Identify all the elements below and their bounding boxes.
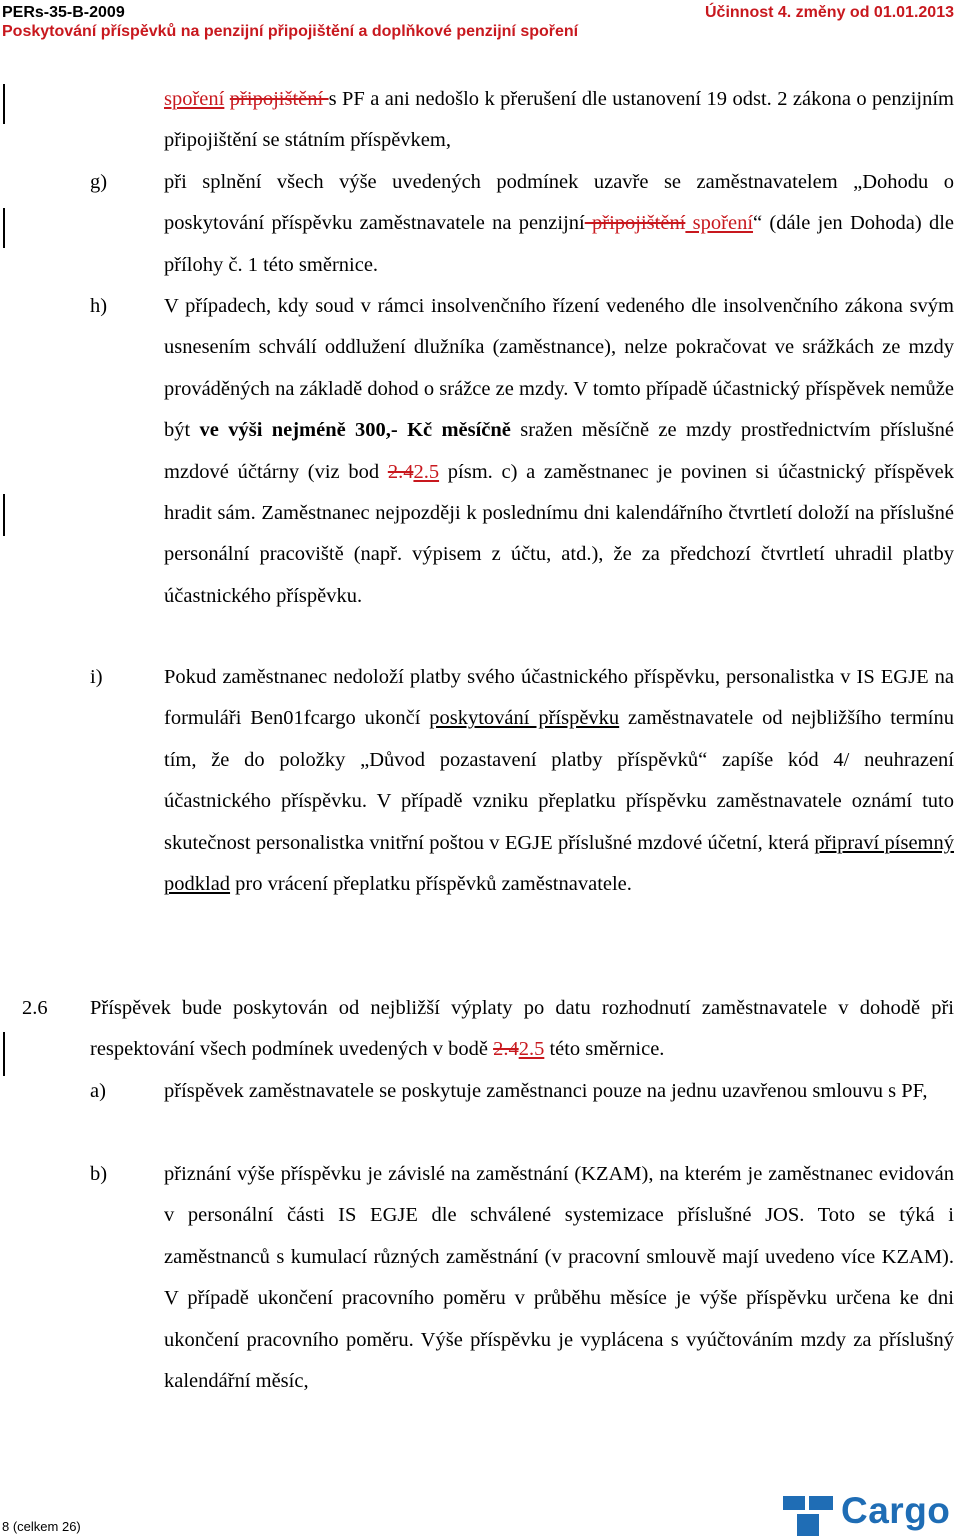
paragraph-text: sražen měsíčně ze mzdy prostřednictvím příslušné mzdové účtárny (viz bod — [164, 419, 955, 483]
change-bar — [3, 208, 5, 248]
change-bar — [3, 1032, 5, 1076]
item-f-continuation — [164, 79, 954, 162]
inserted-text: spoření — [164, 88, 225, 110]
item-label-b: b) — [90, 1163, 108, 1185]
cargo-logo — [783, 1490, 958, 1538]
item-b-text: přiznání výše příspěvku je závislé na zaměstnání (KZAM), na kterém je zaměstnanec evidován v personální části IS EGJE dle schválené systemizace příslušné JOS. Toto se týká i zaměstnanců s kumulací různých zaměstnání (v pracovní smlouvě mají uvedeno více KZAM). V případě ukončení pracovního poměru v průběhu měsíce je výše příspěvku určena ke dni ukončení pracovního poměru. Výše příspěvku je vyplácena s vyúčtováním mzdy za příslušný kalendářní měsíc, — [164, 1163, 954, 1393]
effective-date: Účinnost 4. změny od 01.01.2013 — [705, 4, 954, 21]
deleted-reference: 2.4 — [493, 1038, 519, 1061]
deleted-reference: 2.4 — [387, 460, 414, 483]
paragraph-text: pro vrácení přeplatku příspěvků zaměstnavatele. — [230, 873, 632, 896]
document-id: PERs-35-B-2009 — [2, 4, 125, 21]
item-label-g: g) — [90, 171, 108, 193]
paragraph-text: zaměstnavatele od nejbližšího termínu tím, že do položky „Důvod pozastavení platby příspěvků“ zapíše kód 4/ neuhrazení účastnického příspěvku. V případě vzniku přeplatku příspěvku zaměstnavatele oznámí tuto skutečnost personalistka vnitřní poštou v EGJE příslušné mzdové účetní, která — [164, 707, 954, 854]
underlined-text: připraví písemný podklad — [164, 831, 954, 896]
inserted-reference: 2.5 — [518, 1038, 545, 1061]
bold-amount: ve výši nejméně 300,- Kč měsíčně — [199, 419, 511, 442]
inserted-text: spoření — [685, 212, 754, 235]
paragraph-text: s PF a ani nedošlo k přerušení dle ustanovení 19 odst. 2 zákona o penzijním připojištění se státním příspěvkem, — [164, 88, 955, 152]
page-header — [0, 0, 960, 40]
deleted-text: připojištění — [584, 212, 686, 235]
document-subtitle: Poskytování příspěvků na penzijní připojištění a doplňkové penzijní spoření — [2, 23, 579, 40]
paragraph-text: Pokud zaměstnanec nedoloží platby svého účastnického příspěvku, personalistka v IS EGJE na formuláři Ben01fcargo ukončí — [164, 666, 954, 730]
item-label-h: h) — [90, 295, 108, 317]
paragraph-text: při splnění všech výše uvedených podmínek uzavře se zaměstnavatelem „Dohodu o poskytování příspěvku zaměstnavatele na penzijní — [164, 171, 954, 235]
paragraph-text: Příspěvek bude poskytován od nejbližší výplaty po datu rozhodnutí zaměstnavatele v dohodě při respektování všech podmínek uvedených v bodě — [90, 997, 954, 1061]
paragraph-text: “ (dále jen Dohoda) dle přílohy č. 1 této směrnice. — [164, 212, 954, 276]
change-bar — [3, 84, 5, 124]
paragraph-text: této směrnice. — [544, 1038, 665, 1061]
item-label-a: a) — [90, 1080, 106, 1102]
paragraph-text: písm. c) a zaměstnanec je povinen si účastnický příspěvek hradit sám. Zaměstnanec nejpozději k poslednímu dni kalendářního čtvrtletí doloží na příslušné personální pracoviště (např. výpisem z účtu, atd.), že za předchozí čtvrtletí uhradil platby účastnického příspěvku. — [164, 460, 955, 607]
item-i-text — [164, 657, 954, 905]
deleted-text: připojištění — [229, 88, 329, 110]
section-number: 2.6 — [22, 997, 48, 1019]
change-bar — [3, 494, 5, 536]
paragraph-text: V případech, kdy soud v rámci insolvenčního řízení vedeného dle insolvenčního zákona svým usnesením schválí oddlužení dlužníka (zaměstnance), nelze pokračovat ve srážkách ze mzdy prováděných na základě dohod o srážce ze mzdy. V tomto případě účastnický příspěvek nemůže být — [164, 295, 954, 442]
page-number: 8 (celkem 26) — [2, 1519, 81, 1534]
item-label-i: i) — [90, 666, 103, 688]
item-a-text: příspěvek zaměstnavatele se poskytuje zaměstnanci pouze na jednu uzavřenou smlouvu s PF, — [164, 1080, 928, 1102]
inserted-reference: 2.5 — [413, 460, 440, 483]
item-h-text — [164, 286, 954, 617]
logo-text: Cargo — [841, 1490, 951, 1531]
item-g-text — [164, 162, 954, 286]
logo-mark-icon — [783, 1494, 835, 1538]
underlined-text: poskytování příspěvku — [429, 707, 620, 730]
section-2-6-text — [90, 988, 954, 1071]
